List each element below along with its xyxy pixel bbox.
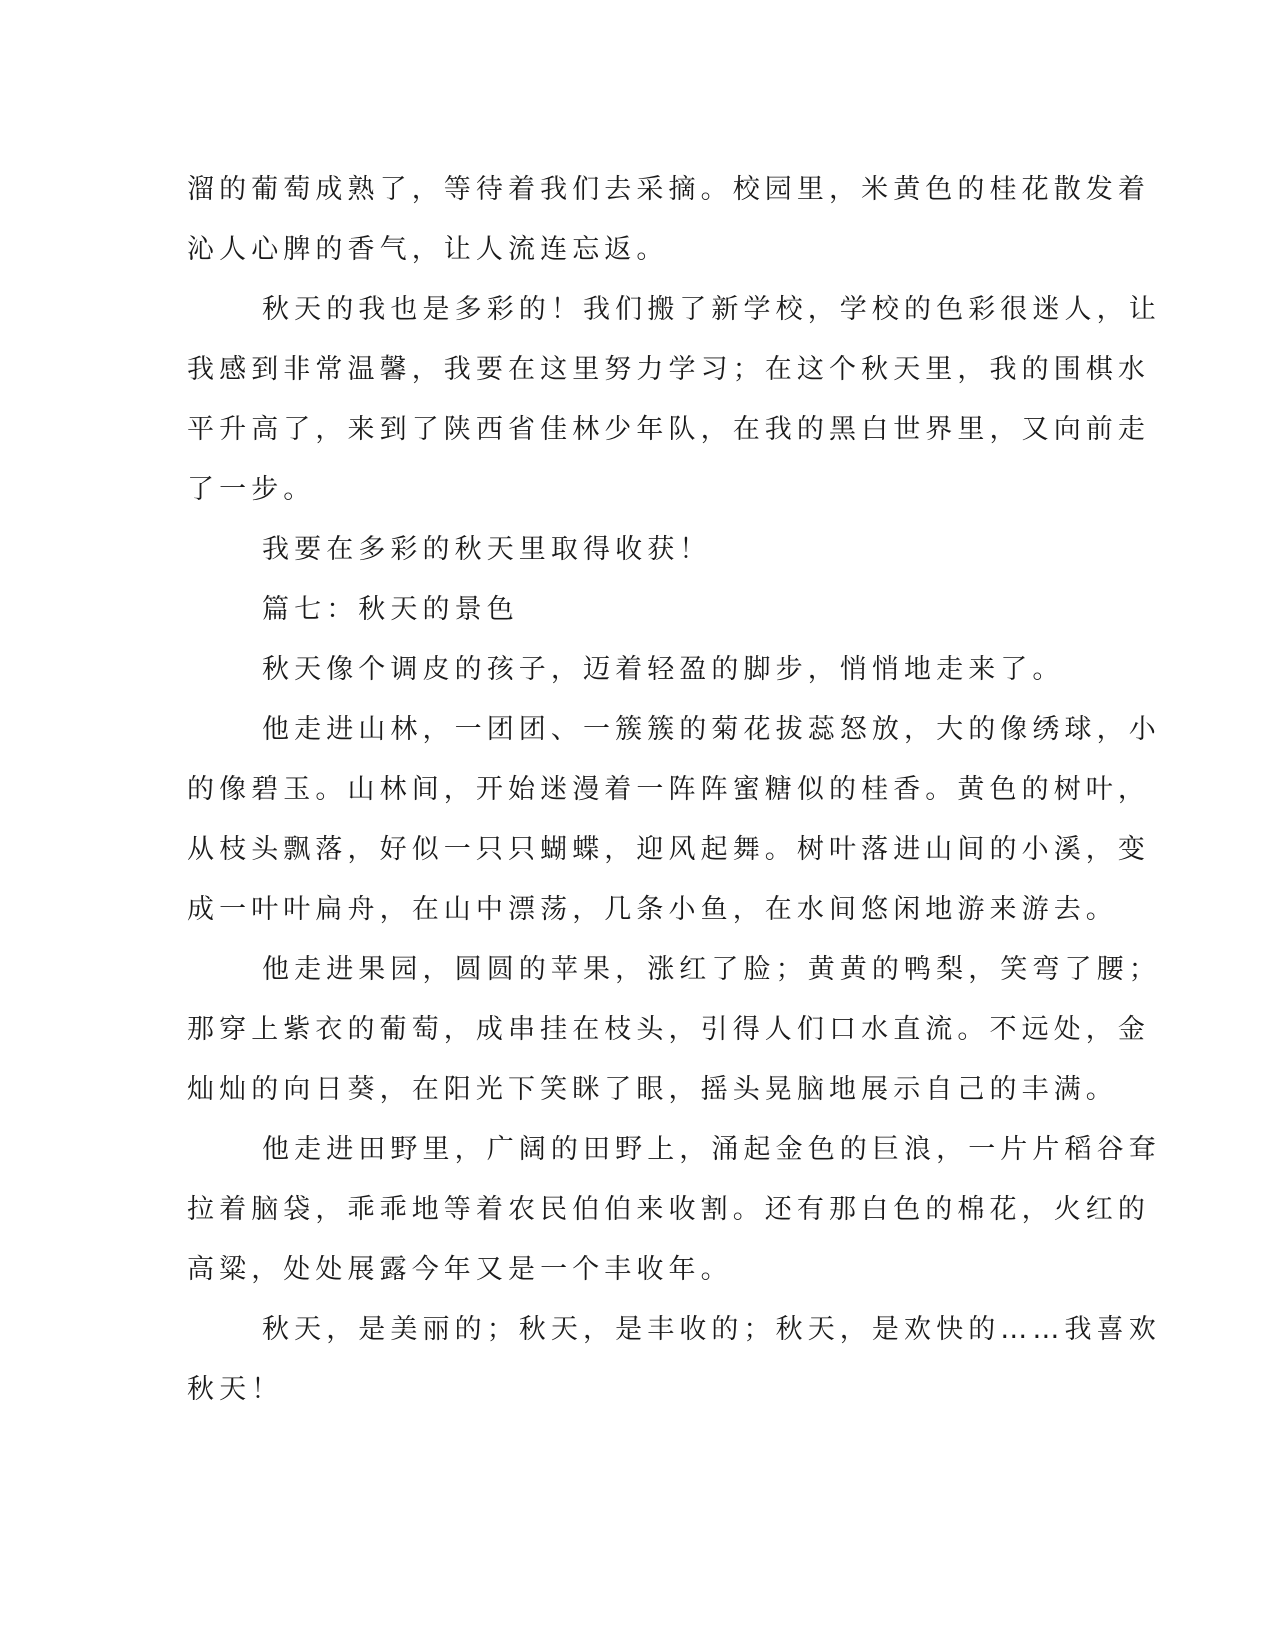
text-line: 高粱，处处展露今年又是一个丰收年。 (187, 1254, 733, 1285)
text-line: 他走进田野里，广阔的田野上，涌起金色的巨浪，一片片稻谷耷 (262, 1134, 1161, 1165)
text-line: 沁人心脾的香气，让人流连忘返。 (187, 234, 669, 265)
document-body (187, 160, 1161, 1420)
paragraph-fields (187, 1120, 1161, 1300)
paragraph-orchard (187, 940, 1161, 1120)
paragraph-closing (187, 1300, 1161, 1420)
paragraph-harvest-wish (187, 520, 1087, 580)
text-line: 他走进果园，圆圆的苹果，涨红了脸；黄黄的鸭梨，笑弯了腰； (262, 954, 1161, 985)
text-line: 的像碧玉。山林间，开始迷漫着一阵阵蜜糖似的桂香。黄色的树叶， (187, 774, 1150, 805)
text-line: 溜的葡萄成熟了，等待着我们去采摘。校园里，米黄色的桂花散发着 (187, 174, 1150, 205)
text-line: 秋天的我也是多彩的！我们搬了新学校，学校的色彩很迷人，让 (262, 294, 1161, 325)
paragraph-mountain-forest (187, 700, 1161, 940)
text-line: 那穿上紫衣的葡萄，成串挂在枝头，引得人们口水直流。不远处，金 (187, 1014, 1150, 1045)
text-line: 拉着脑袋，乖乖地等着农民伯伯来收割。还有那白色的棉花，火红的 (187, 1194, 1150, 1225)
paragraph-colorful-me (187, 280, 1161, 520)
text-line: 从枝头飘落，好似一只只蝴蝶，迎风起舞。树叶落进山间的小溪，变 (187, 834, 1150, 865)
text-line: 秋天，是美丽的；秋天，是丰收的；秋天，是欢快的……我喜欢 (262, 1314, 1161, 1345)
paragraph-autumn-child (187, 640, 1087, 700)
text-line: 了一步。 (187, 474, 316, 505)
text-line: 他走进山林，一团团、一簇簇的菊花拔蕊怒放，大的像绣球，小 (262, 714, 1161, 745)
text-line: 灿灿的向日葵，在阳光下笑眯了眼，摇头晃脑地展示自己的丰满。 (187, 1074, 1118, 1105)
text-line: 秋天！ (187, 1374, 284, 1405)
text-line: 成一叶叶扁舟，在山中漂荡，几条小鱼，在水间悠闲地游来游去。 (187, 894, 1118, 925)
paragraph-continued-grapes (187, 160, 1150, 280)
text-line: 我感到非常温馨，我要在这里努力学习；在这个秋天里，我的围棋水 (187, 354, 1150, 385)
text-line: 平升高了，来到了陕西省佳林少年队，在我的黑白世界里，又向前走 (187, 414, 1150, 445)
chapter-title (187, 580, 1087, 640)
text-line: 我要在多彩的秋天里取得收获！ (262, 534, 712, 565)
chapter-seven-heading: 篇七：秋天的景色 (262, 594, 519, 625)
text-line: 秋天像个调皮的孩子，迈着轻盈的脚步，悄悄地走来了。 (262, 654, 1065, 685)
